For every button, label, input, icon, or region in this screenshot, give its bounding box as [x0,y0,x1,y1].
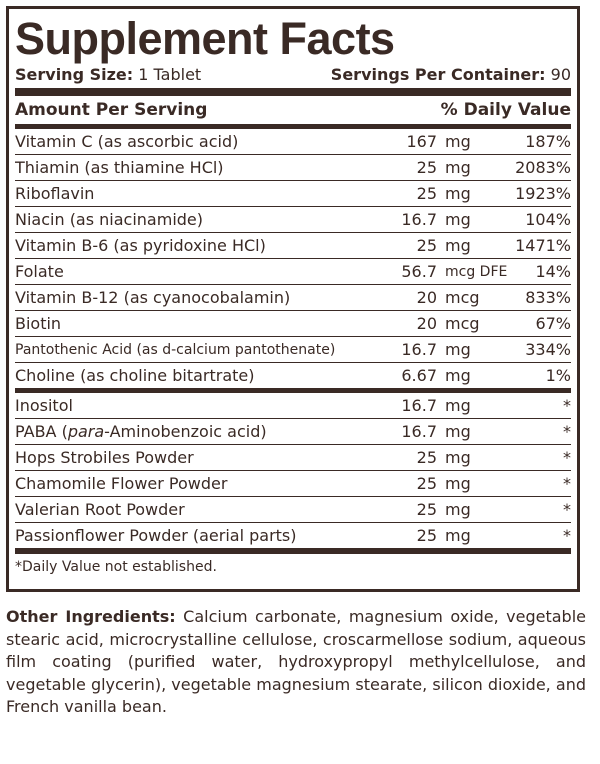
ingredients-label: Other Ingredients: [6,607,176,626]
nutrient-unit: mg [445,500,471,519]
table-row [15,496,571,522]
nutrient-amount: 25 [416,236,437,255]
nutrient-dv: 833% [525,288,571,307]
nutrient-list [15,129,571,388]
nutrient-amount: 16.7 [401,210,437,229]
serving-info [15,65,571,87]
nutrient-dv: 2083% [515,158,571,177]
nutrient-amount: 25 [416,184,437,203]
nutrient-name: Inositol [15,396,73,415]
nutrient-unit: mg [445,236,471,255]
table-row [15,310,571,336]
nutrient-dv: * [563,448,571,467]
nutrient-unit: mg [445,132,471,151]
table-row [15,336,571,362]
nutrient-name: Passionflower Powder (aerial parts) [15,526,297,545]
nutrient-name: Folate [15,262,64,281]
nutrient-name: Thiamin (as thiamine HCl) [15,158,224,177]
nutrient-amount: 25 [416,474,437,493]
nutrient-amount: 20 [416,288,437,307]
panel-title: Supplement Facts [15,13,395,64]
name-italic: para [67,422,105,441]
nutrient-dv: * [563,500,571,519]
serving-size-value: 1 Tablet [138,65,202,84]
table-row [15,470,571,496]
serving-size [15,65,201,87]
nutrient-name: Choline (as choline bitartrate) [15,366,255,385]
table-row [15,206,571,232]
nutrient-unit: mg [445,366,471,385]
nutrient-unit: mcg DFE [445,263,508,280]
nutrient-name: Valerian Root Powder [15,500,185,519]
nutrient-dv: 1% [545,366,571,385]
table-row [15,154,571,180]
table-row [15,232,571,258]
nutrient-dv: 14% [535,262,571,281]
nutrient-name: Niacin (as niacinamide) [15,210,204,229]
amount-header: Amount Per Serving [15,100,208,120]
nutrient-amount: 16.7 [401,422,437,441]
serving-size-label: Serving Size: [15,65,134,84]
nutrient-unit: mg [445,184,471,203]
nutrient-dv: 1923% [515,184,571,203]
nutrient-name: Biotin [15,314,62,333]
nutrient-amount: 20 [416,314,437,333]
servings-label: Servings Per Container: [330,65,546,84]
table-row [15,418,571,444]
nutrient-dv: * [563,422,571,441]
nutrient-amount: 56.7 [401,262,437,281]
nutrient-amount: 16.7 [401,396,437,415]
nutrient-amount: 25 [416,448,437,467]
other-ingredients [6,606,586,719]
table-row [15,522,571,548]
table-row [15,444,571,470]
servings-value: 90 [550,65,571,84]
nutrient-name: Chamomile Flower Powder [15,474,228,493]
servings-per-container [331,65,571,87]
nutrient-dv: 67% [535,314,571,333]
table-header [15,96,571,124]
supplement-facts-panel [6,6,580,592]
nutrient-dv: 104% [525,210,571,229]
name-part: PABA ( [15,422,68,441]
footnote: *Daily Value not established. [15,553,571,580]
nutrient-unit: mg [445,158,471,177]
table-row [15,180,571,206]
thick-divider [15,88,571,96]
nutrient-amount: 16.7 [401,340,437,359]
table-row [15,258,571,284]
table-row [15,284,571,310]
nutrient-amount: 25 [416,526,437,545]
nutrient-name: Vitamin C (as ascorbic acid) [15,132,239,151]
nutrient-name: Vitamin B-6 (as pyridoxine HCl) [15,236,266,255]
nutrient-unit: mg [445,210,471,229]
nutrient-name [15,422,377,441]
name-part: -Aminobenzoic acid) [104,422,267,441]
nutrient-dv: 334% [525,340,571,359]
nutrient-dv: * [563,526,571,545]
nutrient-unit: mg [445,340,471,359]
nutrient-dv: * [563,396,571,415]
nutrient-name: Riboflavin [15,184,95,203]
nutrient-name: Hops Strobiles Powder [15,448,194,467]
nutrient-unit: mg [445,474,471,493]
nutrient-amount: 25 [416,158,437,177]
nutrient-unit: mcg [445,288,480,307]
nutrient-unit: mg [445,526,471,545]
table-row [15,393,571,418]
nutrient-unit: mg [445,396,471,415]
table-row [15,362,571,388]
nutrient-name: Pantothenic Acid (as d-calcium pantothenate) [15,341,336,358]
nutrient-dv: 1471% [515,236,571,255]
ingredients-text: Calcium carbonate, magnesium oxide, vegetable stearic acid, microcrystalline cellulose, croscarmellose sodium, aqueous film coating (purified water, hydroxypropyl methylcellulose, and vegetable glycerin), vegetable magnesium stearate, silicon dioxide, and French vanilla bean. [6,607,586,716]
nutrient-amount: 6.67 [401,366,437,385]
nutrient-dv: 187% [525,132,571,151]
nutrient-name: Vitamin B-12 (as cyanocobalamin) [15,288,291,307]
dv-header: % Daily Value [440,100,571,120]
nutrient-unit: mg [445,422,471,441]
nutrient-unit: mg [445,448,471,467]
nutrient-unit: mcg [445,314,480,333]
table-row [15,129,571,154]
other-list [15,393,571,548]
nutrient-dv: * [563,474,571,493]
nutrient-amount: 25 [416,500,437,519]
nutrient-amount: 167 [406,132,437,151]
